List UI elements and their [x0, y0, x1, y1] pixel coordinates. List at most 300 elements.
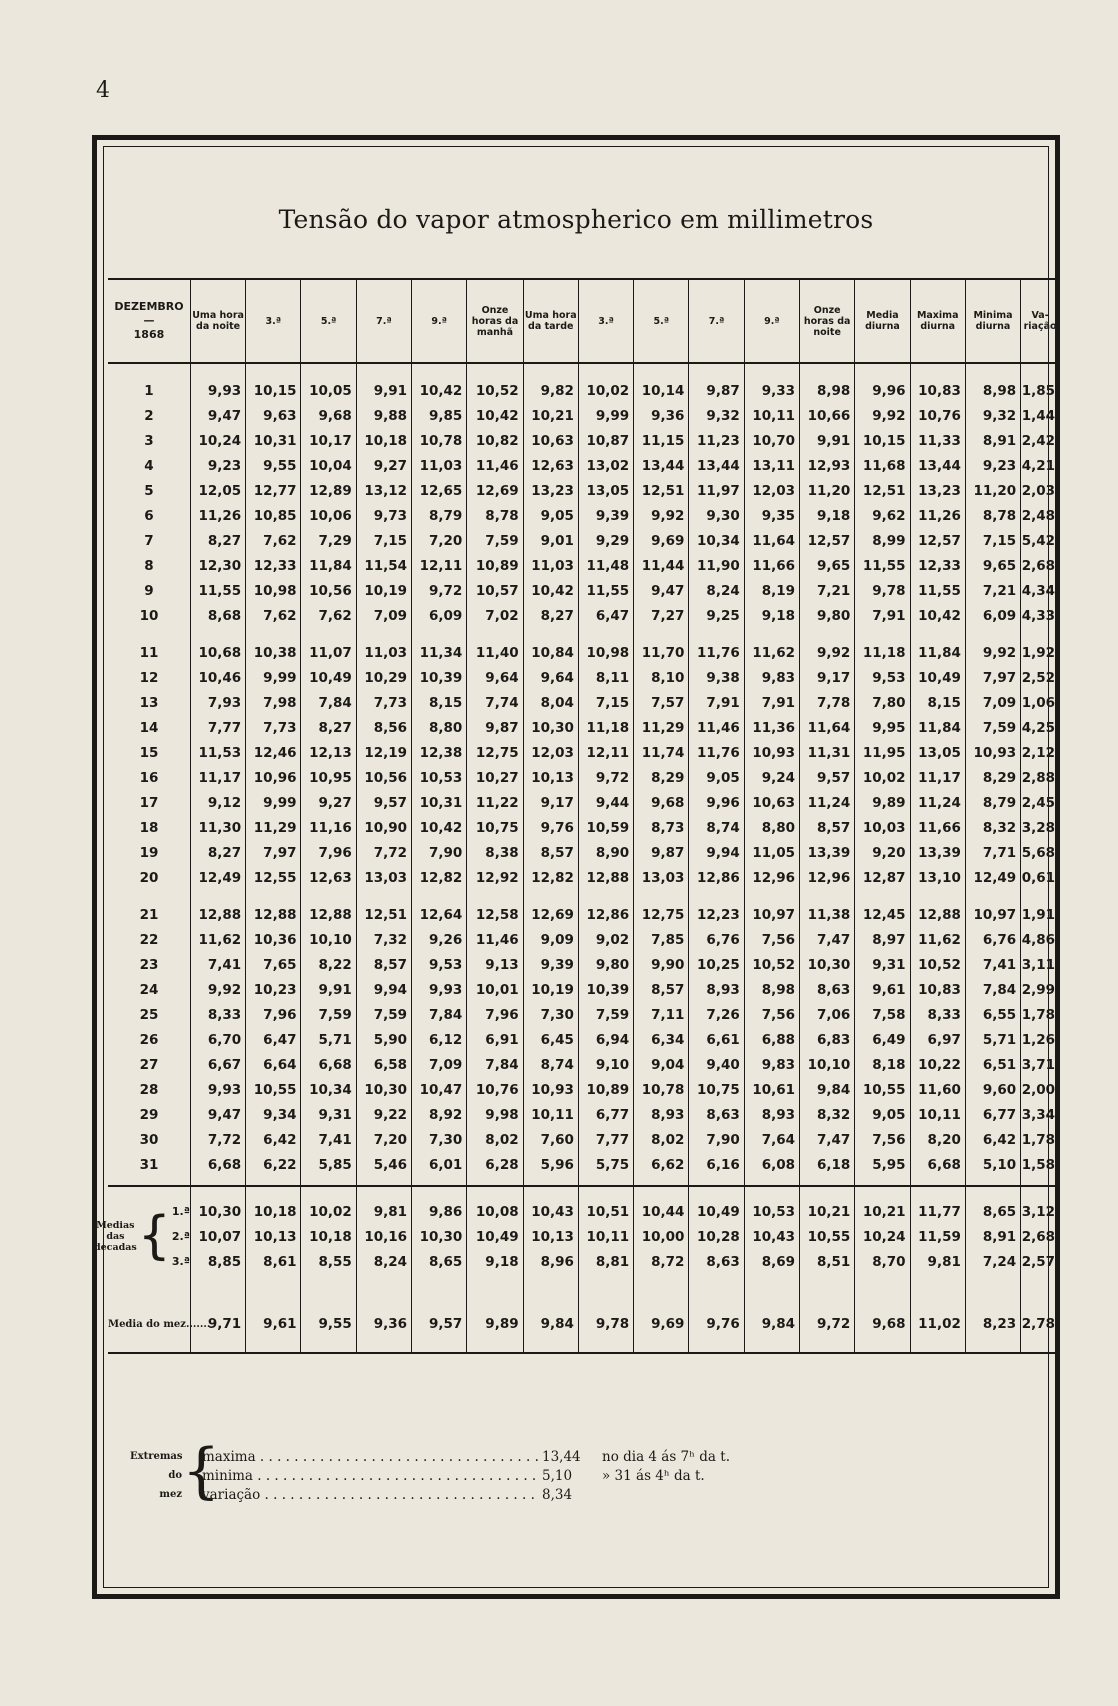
value-cell: 6,77	[965, 1102, 1020, 1127]
value-cell: 9,68	[634, 790, 689, 815]
spacer-cell	[412, 1177, 467, 1186]
value-cell: 7,93	[190, 690, 245, 715]
value-cell: 8,63	[689, 1102, 744, 1127]
value-cell: 7,71	[965, 840, 1020, 865]
day-cell: 18	[139, 819, 159, 836]
value-cell: 11,34	[412, 640, 467, 665]
spacer-row	[108, 1274, 1059, 1304]
value-cell: 5,68	[1021, 840, 1059, 865]
header-col: 3.ª	[578, 279, 633, 363]
value-cell: 10,02	[855, 765, 910, 790]
value-cell: 6,94	[578, 1027, 633, 1052]
value-cell: 7,72	[190, 1127, 245, 1152]
value-cell: 10,93	[744, 740, 799, 765]
value-cell: 10,98	[578, 640, 633, 665]
value-cell: 9,88	[356, 403, 411, 428]
spacer-cell	[800, 1274, 855, 1304]
decadas-text-line: decadas	[94, 1242, 137, 1253]
value-cell: 9,25	[689, 603, 744, 628]
value-cell: 10,15	[246, 378, 301, 403]
value-cell: 1,91	[1021, 902, 1059, 927]
value-cell: 5,90	[356, 1027, 411, 1052]
value-cell: 11,20	[965, 478, 1020, 503]
value-cell: 11,44	[634, 553, 689, 578]
value-cell: 10,53	[412, 765, 467, 790]
spacer-cell	[800, 363, 855, 378]
value-cell: 10,21	[855, 1199, 910, 1224]
table-frame-inner	[94, 146, 1057, 1588]
value-cell: 12,82	[412, 865, 467, 890]
header-col: 9.ª	[744, 279, 799, 363]
header-col: Onze horas da noite	[800, 279, 855, 363]
value-cell: 9,47	[634, 578, 689, 603]
value-cell: 9,92	[965, 640, 1020, 665]
value-cell: 10,68	[190, 640, 245, 665]
table-row	[108, 740, 1059, 765]
value-cell: 3,71	[1021, 1052, 1059, 1077]
value-cell: 9,04	[634, 1052, 689, 1077]
value-cell: 11,66	[744, 553, 799, 578]
spacer-cell	[855, 363, 910, 378]
spacer-cell	[800, 1344, 855, 1353]
value-cell: 12,88	[246, 902, 301, 927]
spacer-cell	[190, 628, 245, 640]
value-cell: 2,78	[1021, 1304, 1059, 1344]
value-cell: 10,19	[356, 578, 411, 603]
value-cell: 9,81	[910, 1249, 965, 1274]
value-cell: 1,78	[1021, 1127, 1059, 1152]
value-cell: 11,77	[910, 1199, 965, 1224]
day-cell: 26	[139, 1031, 159, 1048]
value-cell: 8,29	[634, 765, 689, 790]
value-cell: 10,49	[689, 1199, 744, 1224]
value-cell: 9,91	[800, 428, 855, 453]
value-cell: 11,64	[800, 715, 855, 740]
value-cell: 7,77	[190, 715, 245, 740]
table-row	[108, 927, 1059, 952]
value-cell: 8,20	[910, 1127, 965, 1152]
value-cell: 7,96	[467, 1002, 523, 1027]
spacer-cell	[578, 1344, 633, 1353]
value-cell: 12,30	[190, 553, 245, 578]
value-cell: 9,05	[523, 503, 578, 528]
value-cell: 7,80	[855, 690, 910, 715]
value-cell: 2,48	[1021, 503, 1059, 528]
value-cell: 11,26	[190, 503, 245, 528]
month-mean-label: Media do mez.......	[108, 1318, 211, 1330]
spacer-cell	[578, 890, 633, 902]
value-cell: 9,65	[800, 553, 855, 578]
value-cell: 10,89	[467, 553, 523, 578]
extreme-row	[202, 1485, 730, 1504]
value-cell: 11,33	[910, 428, 965, 453]
value-cell: 10,83	[910, 378, 965, 403]
value-cell: 10,30	[412, 1224, 467, 1249]
value-cell: 8,79	[412, 503, 467, 528]
spacer-cell	[108, 1177, 190, 1186]
value-cell: 10,18	[356, 428, 411, 453]
spacer-cell	[356, 1344, 411, 1353]
value-cell: 9,12	[190, 790, 245, 815]
header-year: 1868	[133, 328, 165, 341]
value-cell: 5,71	[301, 1027, 356, 1052]
value-cell: 7,84	[301, 690, 356, 715]
value-cell: 12,77	[246, 478, 301, 503]
header-month-label: DEZEMBRO	[114, 300, 184, 313]
value-cell: 9,62	[855, 503, 910, 528]
value-cell: 7,29	[301, 528, 356, 553]
value-cell: 12,51	[356, 902, 411, 927]
value-cell: 10,87	[578, 428, 633, 453]
value-cell: 10,76	[910, 403, 965, 428]
value-cell: 9,78	[578, 1304, 633, 1344]
spacer-cell	[965, 363, 1020, 378]
value-cell: 8,27	[523, 603, 578, 628]
value-cell: 9,57	[412, 1304, 467, 1344]
value-cell: 10,22	[910, 1052, 965, 1077]
value-cell: 13,11	[744, 453, 799, 478]
spacer-cell	[910, 363, 965, 378]
spacer-cell	[1021, 363, 1059, 378]
value-cell: 10,89	[578, 1077, 633, 1102]
value-cell: 10,24	[855, 1224, 910, 1249]
day-cell: 27	[139, 1056, 159, 1073]
value-cell: 8,72	[634, 1249, 689, 1274]
value-cell: 12,75	[634, 902, 689, 927]
spacer-cell	[467, 1177, 523, 1186]
value-cell: 10,34	[689, 528, 744, 553]
value-cell: 11,55	[910, 578, 965, 603]
value-cell: 10,97	[965, 902, 1020, 927]
value-cell: 9,73	[356, 503, 411, 528]
value-cell: 12,86	[578, 902, 633, 927]
spacer-cell	[412, 1344, 467, 1353]
value-cell: 9,09	[523, 927, 578, 952]
spacer-cell	[800, 628, 855, 640]
spacer-cell	[523, 1274, 578, 1304]
value-cell: 12,49	[965, 865, 1020, 890]
value-cell: 8,55	[301, 1249, 356, 1274]
spacer-cell	[1021, 1177, 1059, 1186]
value-cell: 10,30	[190, 1199, 245, 1224]
value-cell: 10,78	[412, 428, 467, 453]
spacer-cell	[467, 1344, 523, 1353]
value-cell: 6,68	[190, 1152, 245, 1177]
value-cell: 7,84	[965, 977, 1020, 1002]
value-cell: 7,62	[246, 528, 301, 553]
value-cell: 2,52	[1021, 665, 1059, 690]
value-cell: 9,82	[523, 378, 578, 403]
day-cell: 5	[144, 482, 154, 499]
table-row	[108, 815, 1059, 840]
value-cell: 9,92	[855, 403, 910, 428]
value-cell: 10,15	[855, 428, 910, 453]
value-cell: 12,89	[301, 478, 356, 503]
value-cell: 9,86	[412, 1199, 467, 1224]
value-cell: 8,79	[965, 790, 1020, 815]
spacer-cell	[190, 363, 245, 378]
value-cell: 7,84	[412, 1002, 467, 1027]
value-cell: 12,51	[855, 478, 910, 503]
day-cell: 25	[139, 1006, 159, 1023]
day-cell: 19	[139, 844, 159, 861]
header-row	[108, 279, 1059, 363]
spacer-cell	[523, 890, 578, 902]
spacer-cell	[689, 1344, 744, 1353]
value-cell: 11,03	[356, 640, 411, 665]
value-cell: 9,91	[356, 378, 411, 403]
table-row	[108, 603, 1059, 628]
value-cell: 11,03	[412, 453, 467, 478]
value-cell: 9,17	[800, 665, 855, 690]
value-cell: 8,24	[356, 1249, 411, 1274]
table-row	[108, 690, 1059, 715]
spacer-cell	[523, 1344, 578, 1353]
spacer-cell	[523, 1186, 578, 1199]
value-cell: 9,84	[523, 1304, 578, 1344]
spacer-cell	[467, 628, 523, 640]
value-cell: 6,61	[689, 1027, 744, 1052]
value-cell: 12,57	[910, 528, 965, 553]
spacer-cell	[634, 628, 689, 640]
value-cell: 6,64	[246, 1052, 301, 1077]
value-cell: 7,09	[412, 1052, 467, 1077]
value-cell: 10,13	[523, 765, 578, 790]
spacer-cell	[910, 890, 965, 902]
value-cell: 10,56	[301, 578, 356, 603]
value-cell: 12,58	[467, 902, 523, 927]
spacer-cell	[246, 1274, 301, 1304]
value-cell: 9,53	[412, 952, 467, 977]
spacer-cell	[578, 628, 633, 640]
value-cell: 10,56	[356, 765, 411, 790]
table-row	[108, 553, 1059, 578]
value-cell: 10,46	[190, 665, 245, 690]
spacer-cell	[855, 1344, 910, 1353]
value-cell: 8,11	[578, 665, 633, 690]
value-cell: 9,94	[689, 840, 744, 865]
decade-row	[108, 1224, 1059, 1249]
spacer-cell	[744, 890, 799, 902]
extreme-label: minima . . . . . . . . . . . . . . . . . . . . . . . . . . . . . . . . .	[202, 1467, 537, 1484]
value-cell: 10,11	[744, 403, 799, 428]
value-cell: 12,11	[578, 740, 633, 765]
value-cell: 9,57	[800, 765, 855, 790]
value-cell: 3,34	[1021, 1102, 1059, 1127]
value-cell: 11,64	[744, 528, 799, 553]
value-cell: 7,15	[965, 528, 1020, 553]
value-cell: 8,65	[412, 1249, 467, 1274]
value-cell: 12,23	[689, 902, 744, 927]
table-row	[108, 977, 1059, 1002]
value-cell: 10,49	[301, 665, 356, 690]
spacer-cell	[634, 1344, 689, 1353]
spacer-cell	[190, 1186, 245, 1199]
value-cell: 11,95	[855, 740, 910, 765]
value-cell: 11,31	[800, 740, 855, 765]
value-cell: 13,23	[910, 478, 965, 503]
value-cell: 8,29	[965, 765, 1020, 790]
value-cell: 13,05	[578, 478, 633, 503]
value-cell: 8,15	[910, 690, 965, 715]
value-cell: 13,23	[523, 478, 578, 503]
value-cell: 5,46	[356, 1152, 411, 1177]
value-cell: 11,74	[634, 740, 689, 765]
value-cell: 5,85	[301, 1152, 356, 1177]
value-cell: 12,33	[246, 553, 301, 578]
day-cell: 22	[139, 931, 159, 948]
value-cell: 12,03	[744, 478, 799, 503]
value-cell: 8,74	[523, 1052, 578, 1077]
value-cell: 10,38	[246, 640, 301, 665]
value-cell: 9,17	[523, 790, 578, 815]
value-cell: 7,32	[356, 927, 411, 952]
value-cell: 11,46	[467, 927, 523, 952]
spacer-cell	[578, 1177, 633, 1186]
value-cell: 10,42	[467, 403, 523, 428]
value-cell: 7,74	[467, 690, 523, 715]
spacer-cell	[744, 1274, 799, 1304]
value-cell: 8,68	[190, 603, 245, 628]
brace-icon: {	[182, 1436, 221, 1506]
value-cell: 4,25	[1021, 715, 1059, 740]
value-cell: 12,55	[246, 865, 301, 890]
day-cell: 9	[144, 582, 154, 599]
value-cell: 13,05	[910, 740, 965, 765]
value-cell: 10,21	[800, 1199, 855, 1224]
value-cell: 7,90	[412, 840, 467, 865]
spacer-cell	[578, 1274, 633, 1304]
value-cell: 10,30	[800, 952, 855, 977]
value-cell: 9,90	[634, 952, 689, 977]
day-cell: 8	[144, 557, 154, 574]
value-cell: 10,01	[467, 977, 523, 1002]
value-cell: 6,12	[412, 1027, 467, 1052]
value-cell: 10,61	[744, 1077, 799, 1102]
value-cell: 12,82	[523, 865, 578, 890]
value-cell: 8,63	[689, 1249, 744, 1274]
spacer-cell	[301, 1344, 356, 1353]
value-cell: 12,69	[523, 902, 578, 927]
value-cell: 10,95	[301, 765, 356, 790]
value-cell: 11,62	[190, 927, 245, 952]
value-cell: 12,03	[523, 740, 578, 765]
spacer-cell	[965, 1274, 1020, 1304]
extreme-value: 8,34	[542, 1486, 573, 1503]
value-cell: 13,44	[910, 453, 965, 478]
value-cell: 10,29	[356, 665, 411, 690]
value-cell: 7,41	[190, 952, 245, 977]
header-col: 3.ª	[246, 279, 301, 363]
value-cell: 9,33	[744, 378, 799, 403]
value-cell: 11,62	[744, 640, 799, 665]
value-cell: 5,95	[855, 1152, 910, 1177]
value-cell: 9,93	[190, 1077, 245, 1102]
value-cell: 11,54	[356, 553, 411, 578]
day-cell: 3	[144, 432, 154, 449]
value-cell: 7,26	[689, 1002, 744, 1027]
value-cell: 7,59	[301, 1002, 356, 1027]
spacer-cell	[412, 890, 467, 902]
value-cell: 9,32	[689, 403, 744, 428]
extreme-label: maxima . . . . . . . . . . . . . . . . . . . . . . . . . . . . . . . . .	[202, 1448, 539, 1465]
value-cell: 6,08	[744, 1152, 799, 1177]
value-cell: 7,20	[412, 528, 467, 553]
day-cell: 17	[139, 794, 159, 811]
value-cell: 0,61	[1021, 865, 1059, 890]
header-col: Onze horas da manhã	[467, 279, 523, 363]
value-cell: 7,62	[246, 603, 301, 628]
value-cell: 9,64	[523, 665, 578, 690]
value-cell: 9,60	[965, 1077, 1020, 1102]
value-cell: 11,55	[190, 578, 245, 603]
spacer-cell	[523, 628, 578, 640]
value-cell: 6,88	[744, 1027, 799, 1052]
value-cell: 4,86	[1021, 927, 1059, 952]
value-cell: 8,78	[965, 503, 1020, 528]
value-cell: 9,20	[855, 840, 910, 865]
value-cell: 8,19	[744, 578, 799, 603]
value-cell: 10,19	[523, 977, 578, 1002]
value-cell: 11,15	[634, 428, 689, 453]
value-cell: 9,10	[578, 1052, 633, 1077]
value-cell: 6,91	[467, 1027, 523, 1052]
value-cell: 6,42	[246, 1127, 301, 1152]
decadas-text	[94, 1220, 137, 1253]
value-cell: 8,51	[800, 1249, 855, 1274]
value-cell: 11,55	[578, 578, 633, 603]
day-cell: 29	[139, 1106, 159, 1123]
value-cell: 11,02	[910, 1304, 965, 1344]
value-cell: 7,73	[246, 715, 301, 740]
value-cell: 10,97	[744, 902, 799, 927]
spacer-cell	[800, 1186, 855, 1199]
spacer-cell	[246, 363, 301, 378]
value-cell: 7,59	[578, 1002, 633, 1027]
value-cell: 11,62	[910, 927, 965, 952]
value-cell: 9,22	[356, 1102, 411, 1127]
value-cell: 11,16	[301, 815, 356, 840]
spacer-cell	[689, 1177, 744, 1186]
value-cell: 10,13	[246, 1224, 301, 1249]
day-cell: 24	[139, 981, 159, 998]
spacer-cell	[855, 890, 910, 902]
value-cell: 7,91	[744, 690, 799, 715]
value-cell: 6,47	[246, 1027, 301, 1052]
value-cell: 12,93	[800, 453, 855, 478]
value-cell: 7,15	[356, 528, 411, 553]
value-cell: 9,57	[356, 790, 411, 815]
value-cell: 11,90	[689, 553, 744, 578]
value-cell: 9,93	[412, 977, 467, 1002]
spacer-cell	[634, 1186, 689, 1199]
value-cell: 12,75	[467, 740, 523, 765]
value-cell: 13,02	[578, 453, 633, 478]
table-row	[108, 865, 1059, 890]
value-cell: 9,05	[689, 765, 744, 790]
value-cell: 7,56	[855, 1127, 910, 1152]
day-cell: 4	[144, 457, 154, 474]
value-cell: 1,58	[1021, 1152, 1059, 1177]
spacer-cell	[108, 363, 190, 378]
value-cell: 10,47	[412, 1077, 467, 1102]
value-cell: 5,10	[965, 1152, 1020, 1177]
value-cell: 9,61	[246, 1304, 301, 1344]
header-col: Minima diurna	[965, 279, 1020, 363]
value-cell: 8,99	[855, 528, 910, 553]
value-cell: 7,85	[634, 927, 689, 952]
spacer-cell	[108, 1274, 190, 1304]
